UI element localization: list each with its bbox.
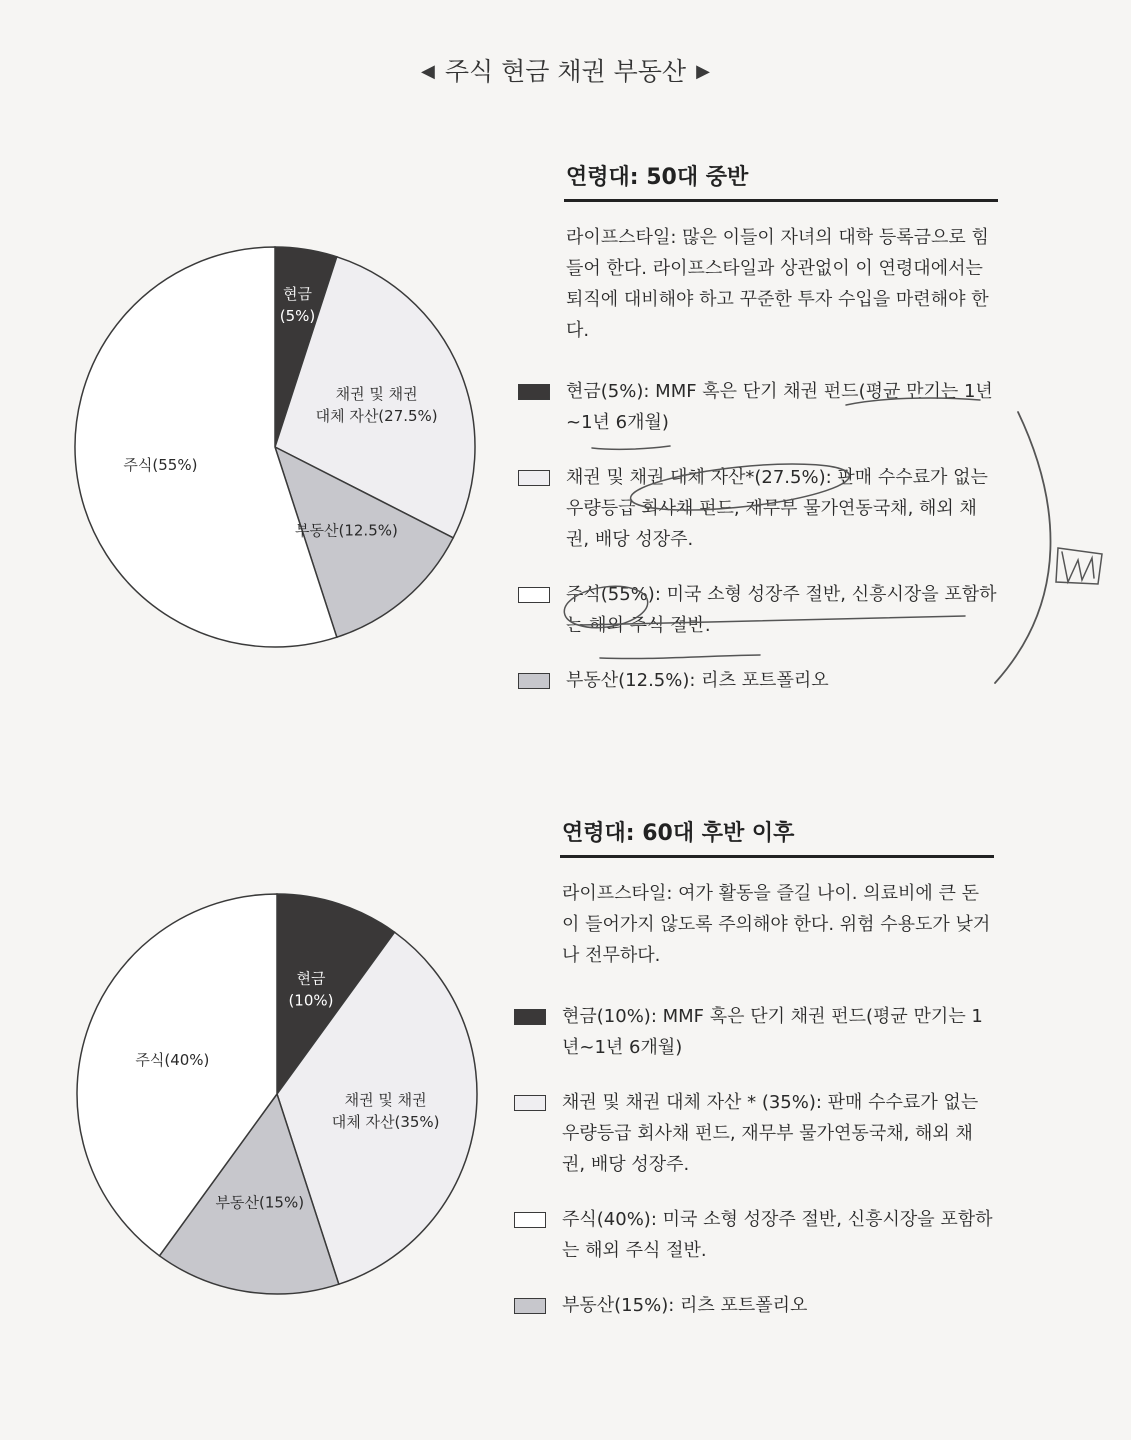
legend-item-cash (518, 376, 998, 438)
lifestyle-text: 라이프스타일: 많은 이들이 자녀의 대학 등록금으로 힘들어 한다. 라이프스타일과 상관없이 이 연령대에서는 퇴직에 대비해야 하고 꾸준한 투자 수입을 마련해야 한다. (566, 227, 989, 341)
pie-label-cash: 현금 (10%) (288, 969, 334, 1010)
page-title: 주식 현금 채권 부동산 (444, 57, 687, 86)
legend-text: 채권 및 채권 대체 자산 * (35%): 판매 수수료가 없는 우량등급 회사채 펀드, 재무부 물가연동국채, 해외 채권, 배당 성장주. (562, 1092, 979, 1175)
pie-label-realestate: 부동산(12.5%) (295, 521, 398, 540)
pie-label-stock: 주식(55%) (123, 456, 198, 475)
divider (560, 855, 994, 858)
pie-label-realestate: 부동산(15%) (215, 1193, 305, 1212)
legend-text: 부동산(12.5%): 리츠 포트폴리오 (566, 670, 829, 691)
legend-item-realestate (514, 1290, 994, 1321)
legend-swatch-bond (518, 470, 550, 486)
legend-swatch-realestate (518, 673, 550, 689)
legend-swatch-realestate (514, 1298, 546, 1314)
legend (514, 1001, 994, 1321)
legend-text: 현금(10%): MMF 혹은 단기 채권 펀드(평균 만기는 1년~1년 6개월) (562, 1006, 983, 1058)
legend-item-bond (514, 1087, 994, 1180)
pie-label-bond: 채권 및 채권 대체 자산(27.5%) (315, 384, 438, 425)
triangle-left-icon: ◀ (421, 61, 435, 82)
legend-swatch-stock (518, 587, 550, 603)
age-title: 연령대: 60대 후반 이후 (562, 821, 795, 846)
legend-item-stock (518, 579, 998, 641)
divider (564, 199, 998, 202)
legend-text: 현금(5%): MMF 혹은 단기 채권 펀드(평균 만기는 1년~1년 6개월) (566, 381, 993, 433)
pie-label-stock: 주식(40%) (135, 1051, 210, 1070)
pie-label-bond: 채권 및 채권 대체 자산(35%) (331, 1091, 440, 1132)
legend-swatch-cash (514, 1009, 546, 1025)
legend-swatch-bond (514, 1095, 546, 1111)
pie-chart-svg (70, 242, 480, 652)
legend-text: 부동산(15%): 리츠 포트폴리오 (562, 1295, 808, 1316)
pie-label-cash: 현금 (5%) (279, 284, 316, 325)
legend-item-realestate (518, 665, 998, 696)
legend (518, 376, 998, 696)
triangle-right-icon: ▶ (696, 61, 710, 82)
pie-chart-svg (72, 889, 482, 1299)
legend-swatch-cash (518, 384, 550, 400)
legend-text: 주식(55%): 미국 소형 성장주 절반, 신흥시장을 포함하는 해외 주식 절반. (566, 584, 997, 636)
legend-item-bond (518, 462, 998, 555)
age-title: 연령대: 50대 중반 (566, 165, 749, 190)
legend-text: 주식(40%): 미국 소형 성장주 절반, 신흥시장을 포함하는 해외 주식 절반. (562, 1209, 993, 1261)
page-header (0, 52, 1131, 88)
legend-item-cash (514, 1001, 994, 1063)
section-60s (514, 816, 994, 1345)
pie-chart-2 (72, 889, 482, 1299)
section-50s (518, 160, 998, 720)
lifestyle-text: 라이프스타일: 여가 활동을 즐길 나이. 의료비에 큰 돈이 들어가지 않도록 주의해야 한다. 위험 수용도가 낮거나 전무하다. (562, 883, 991, 966)
pie-chart-1 (70, 242, 480, 652)
legend-item-stock (514, 1204, 994, 1266)
legend-text: 채권 및 채권 대체 자산*(27.5%): 판매 수수료가 없는 우량등급 회사채 펀드, 재무부 물가연동국채, 해외 채권, 배당 성장주. (566, 467, 988, 550)
legend-swatch-stock (514, 1212, 546, 1228)
